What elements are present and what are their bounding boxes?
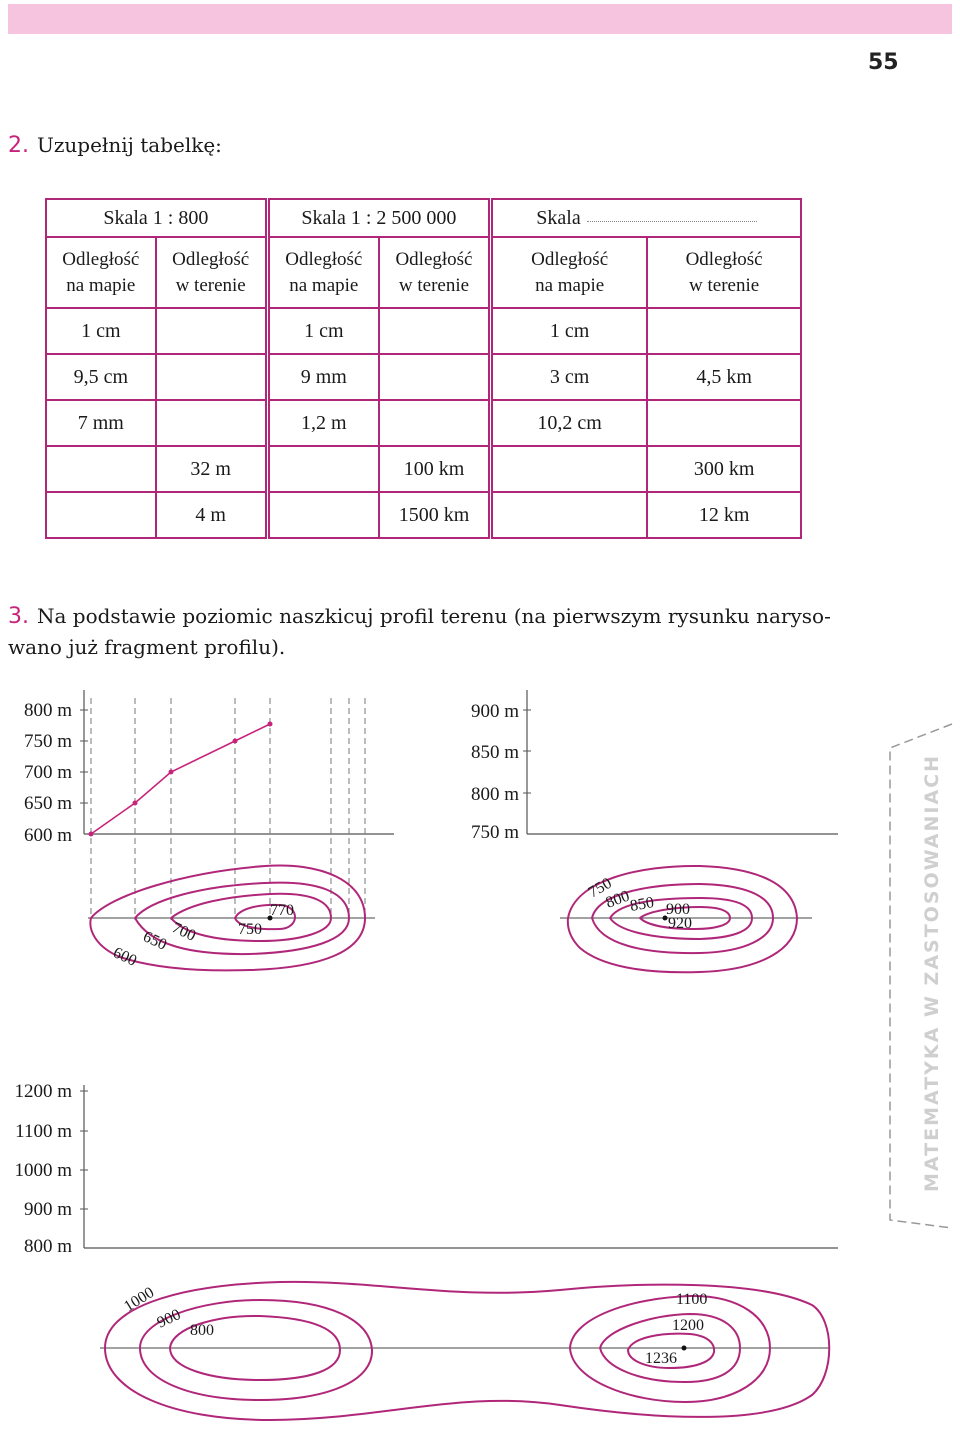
contour-label: 900 [154,1306,184,1332]
table-cell: 100 km [379,446,491,492]
contour-label: 1100 [676,1291,708,1308]
axis-label: 750 m [470,822,519,843]
col-map-distance: Odległość na mapie [46,237,156,308]
table-cell: 1500 km [379,492,491,538]
scale-header-2: Skala 1 : 2 500 000 [267,199,490,237]
task-3-number: 3. [8,604,29,629]
side-label: MATEMATYKA W ZASTOSOWANIACH [921,754,943,1192]
contour-label: 650 [140,928,170,954]
col-map-distance: Odległość na mapie [491,237,648,308]
contour-label: 1200 [672,1317,704,1334]
contour-label: 1236 [645,1350,677,1367]
table-cell: 7 mm [46,400,156,446]
task-2-text: Uzupełnij tabelkę: [37,133,222,157]
table-cell: 9 mm [267,354,379,400]
contour-label: 850 [628,894,656,915]
axis-label: 600 m [23,825,72,846]
contour-label: 770 [270,902,294,919]
col-terrain-distance: Odległość w terenie [379,237,491,308]
profile-diagram-2 [471,690,838,972]
page-number: 55 [868,50,899,75]
table-cell: 300 km [647,446,801,492]
table-cell: 9,5 cm [46,354,156,400]
axis-label: 700 m [23,762,72,783]
table-cell: 32 m [156,446,268,492]
table-cell: 4,5 km [647,354,801,400]
axis-label: 750 m [23,731,72,752]
axis-label: 900 m [23,1199,72,1220]
profile-diagram-1 [24,690,394,970]
col-map-distance: Odległość na mapie [267,237,379,308]
col-terrain-distance: Odległość w terenie [647,237,801,308]
table-cell: 4 m [156,492,268,538]
task-3-text: Na podstawie poziomic naszkicuj profil terenu (na pierwszym rysunku narysowano już fragment profilu). [8,604,831,659]
axis-label: 800 m [23,1236,72,1257]
axis-label: 900 m [470,701,519,722]
table-cell: 1 cm [46,308,156,354]
axis-label: 850 m [470,742,519,763]
contour-label: 920 [668,915,692,932]
contour-label: 750 [585,874,615,902]
table-cell: 12 km [647,492,801,538]
axis-label: 800 m [470,784,519,805]
contours-3 [105,1282,829,1420]
scale-header-3: Skala [491,199,801,237]
scale-header-1: Skala 1 : 800 [46,199,267,237]
axis-label: 650 m [23,793,72,814]
table-cell: 1 cm [491,308,648,354]
contour-label: 700 [169,919,199,945]
axis-label: 1200 m [14,1081,72,1102]
axis-label: 1000 m [14,1160,72,1181]
table-cell: 3 cm [491,354,648,400]
axis-label: 1100 m [15,1121,72,1142]
profile-diagram-3 [14,1081,838,1420]
contour-label: 900 [666,901,690,918]
contour-label: 800 [603,887,632,912]
axis-label: 800 m [23,700,72,721]
task-2-number: 2. [8,133,29,158]
table-cell: 1 cm [267,308,379,354]
contour-label: 1000 [121,1284,158,1316]
contour-label: 750 [238,921,262,938]
profile-line [91,724,270,834]
contour-label: 600 [110,944,140,970]
table-cell: 10,2 cm [491,400,648,446]
table-cell: 1,2 m [267,400,379,446]
contour-label: 800 [190,1322,214,1339]
side-tab [890,724,952,1228]
col-terrain-distance: Odległość w terenie [156,237,268,308]
